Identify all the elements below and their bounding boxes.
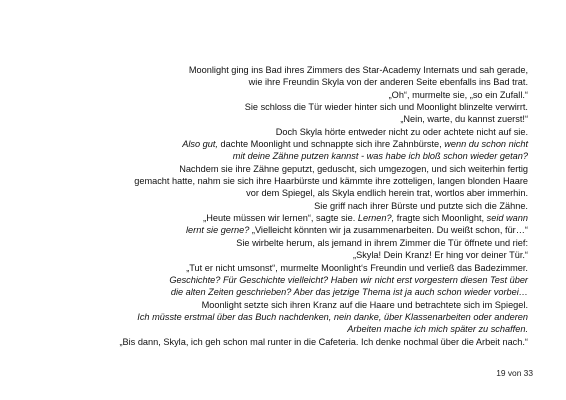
narrative-text: „Bis dann, Skyla, ich geh schon mal runter in die Cafeteria. Ich denke nochmal über die Arbeit nach.“	[119, 336, 528, 347]
text-line	[58, 138, 528, 150]
italic-thought-text: mit deine Zähne putzen kannst - was habe ich bloß schon wieder getan?	[232, 151, 528, 162]
text-line	[58, 249, 528, 261]
text-line	[58, 274, 528, 286]
narrative-text: „Heute müssen wir lernen“, sagte sie.	[203, 213, 358, 224]
italic-thought-text: seid wann	[486, 213, 528, 224]
text-line	[58, 64, 528, 76]
text-line	[58, 76, 528, 88]
text-line	[58, 187, 528, 199]
text-line	[58, 299, 528, 311]
italic-thought-text: Arbeiten mache ich mich später zu schaffen.	[347, 324, 528, 335]
narrative-text: „Oh“, murmelte sie, „so ein Zufall.“	[388, 89, 528, 100]
text-line	[58, 237, 528, 249]
text-line	[58, 262, 528, 274]
italic-thought-text: lernt sie gerne?	[186, 225, 252, 236]
story-text	[58, 64, 528, 348]
narrative-text: Moonlight ging ins Bad ihres Zimmers des Star-Academy Internats und sah gerade,	[188, 65, 528, 75]
narrative-text: vor dem Spiegel, als Skyla endlich herein trat, wortlos aber immerhin.	[246, 188, 528, 199]
narrative-text: Sie schloss die Tür wieder hinter sich und Moonlight blinzelte verwirrt.	[244, 102, 528, 113]
italic-thought-text: Ich müsste erstmal über das Buch nachdenken, nein danke, über Klassenarbeiten oder anderen	[137, 311, 528, 322]
text-line	[58, 126, 528, 138]
text-line	[58, 200, 528, 212]
narrative-text: „Vielleicht könnten wir ja zusammenarbeiten. Du weißt schon, für…“	[251, 225, 528, 236]
narrative-text: „Nein, warte, du kannst zuerst!“	[400, 114, 528, 125]
text-line	[58, 101, 528, 113]
narrative-text: dachte Moonlight und schnappte sich ihre Zahnbürste,	[220, 139, 445, 150]
text-line	[58, 113, 528, 125]
text-line	[58, 163, 528, 175]
text-line	[58, 89, 528, 101]
text-line	[58, 175, 528, 187]
text-line	[58, 336, 528, 348]
narrative-text: Doch Skyla hörte entweder nicht zu oder achtete nicht auf sie.	[275, 126, 528, 137]
italic-thought-text: Lernen?,	[357, 213, 397, 224]
narrative-text: fragte sich Moonlight,	[396, 213, 487, 224]
italic-thought-text: Also gut,	[182, 139, 221, 150]
text-line	[58, 311, 528, 323]
narrative-text: gemacht hatte, nahm sie sich ihre Haarbürste und kämmte ihre zotteligen, langen blonden Haare	[134, 176, 528, 187]
narrative-text: Moonlight setzte sich ihren Kranz auf die Haare und betrachtete sich im Spiegel.	[201, 299, 528, 310]
narrative-text: „Tut er nicht umsonst“, murmelte Moonlight‘s Freundin und verließ das Badezimmer.	[186, 262, 528, 273]
narrative-text: wie ihre Freundin Skyla von der anderen Seite ebenfalls ins Bad trat.	[248, 77, 528, 88]
text-line	[58, 212, 528, 224]
narrative-text: Sie griff nach ihrer Bürste und putzte sich die Zähne.	[314, 200, 528, 211]
italic-thought-text: die alten Zeiten geschrieben? Aber das jetzige Thema ist ja auch schon wieder vorbei…	[170, 287, 528, 298]
text-line	[58, 224, 528, 236]
text-line	[58, 286, 528, 298]
text-line	[58, 323, 528, 335]
narrative-text: „Skyla! Dein Kranz! Er hing vor deiner Tür.“	[353, 250, 528, 261]
italic-thought-text: Geschichte? Für Geschichte vielleicht? Haben wir nicht erst vorgestern diesen Test über	[169, 274, 528, 285]
italic-thought-text: wenn du schon nicht	[444, 139, 528, 150]
page-number: 19 von 33	[496, 368, 533, 378]
text-line	[58, 150, 528, 162]
narrative-text: Nachdem sie ihre Zähne geputzt, geduscht, sich umgezogen, und sich weiterhin fertig	[179, 163, 528, 174]
narrative-text: Sie wirbelte herum, als jemand in ihrem Zimmer die Tür öffnete und rief:	[236, 237, 528, 248]
